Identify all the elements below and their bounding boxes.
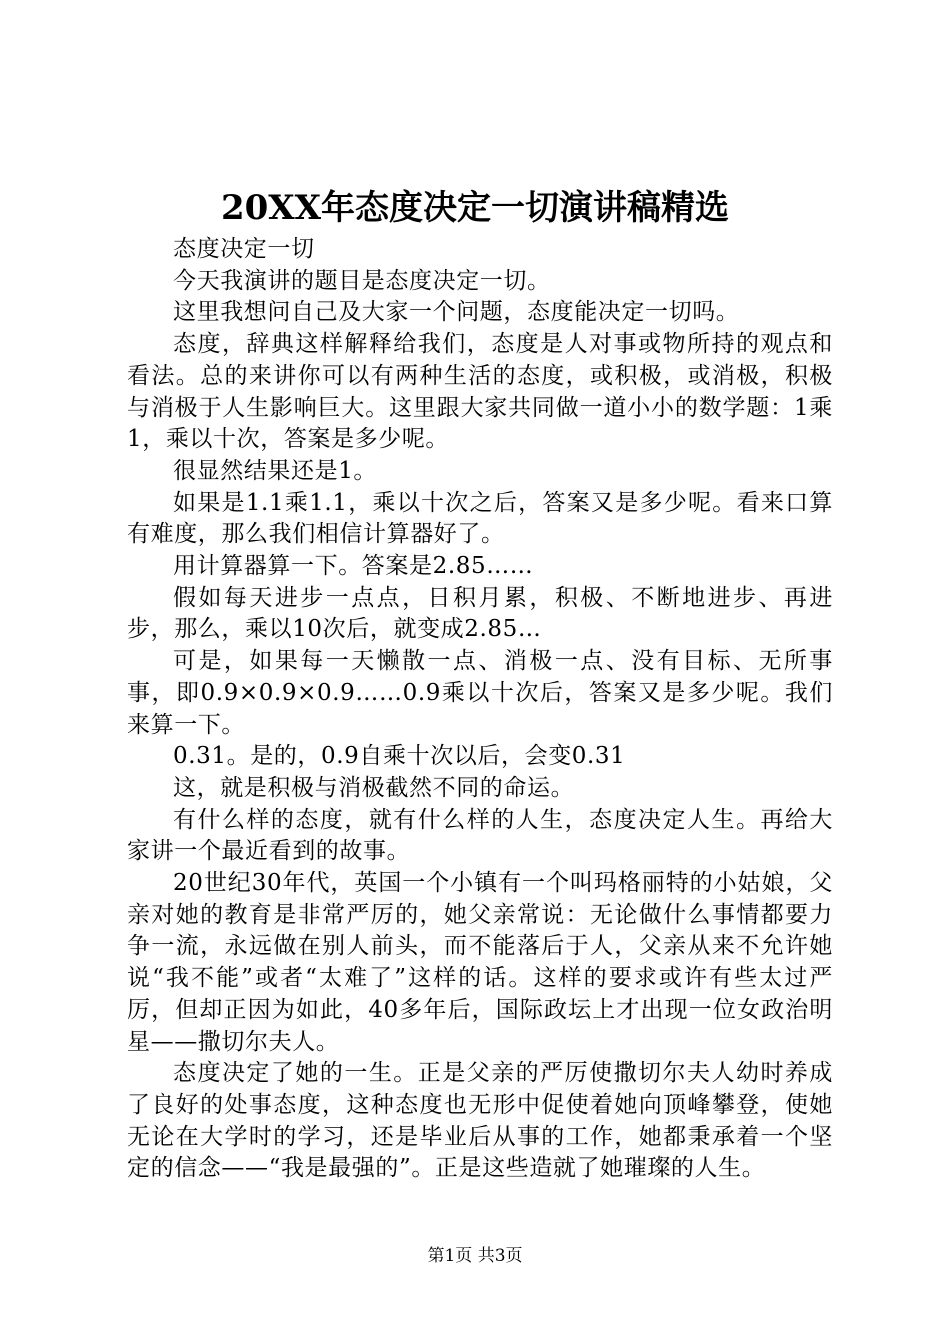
paragraph: 20世纪30年代，英国一个小镇有一个叫玛格丽特的小姑娘，父亲对她的教育是非常严厉的，她父亲常说：无论做什么事情都要力争一流，永远做在别人前头，而不能落后于人，父亲从来不允许她说“我不能”或者“太难了”这样的话。这样的要求或许有些太过严厉，但却正因为如此，40多年后，国际政坛上才出现一位女政治明星——撒切尔夫人。	[127, 870, 833, 1055]
paragraph: 今天我演讲的题目是态度决定一切。	[173, 267, 551, 294]
page-footer: 第1页 共3页	[427, 1246, 523, 1266]
paragraph: 很显然结果还是1。	[173, 457, 378, 484]
paragraph: 态度，辞典这样解释给我们，态度是人对事或物所持的观点和看法。总的来讲你可以有两种生活的态度，或积极，或消极，积极与消极于人生影响巨大。这里跟大家共同做一道小小的数学题：1乘1，乘以十次，答案是多少呢。	[127, 331, 833, 453]
paragraph: 态度决定了她的一生。正是父亲的严厉使撒切尔夫人幼时养成了良好的处事态度，这种态度也无形中促使着她向顶峰攀登，使她无论在大学时的学习，还是毕业后从事的工作，她都秉承着一个坚定的信念——“我是最强的”。正是这些造就了她璀璨的人生。	[127, 1060, 833, 1182]
document-title: 20XX年态度决定一切演讲稿精选	[220, 188, 730, 228]
paragraph: 用计算器算一下。答案是2.85……	[173, 553, 534, 580]
paragraph: 可是，如果每一天懒散一点、消极一点、没有目标、无所事事，即0.9×0.9×0.9……0.9乘以十次后，答案又是多少呢。我们来算一下。	[127, 648, 833, 738]
paragraph: 如果是1.1乘1.1，乘以十次之后，答案又是多少呢。看来口算有难度，那么我们相信计算器好了。	[127, 489, 833, 548]
document-body	[127, 234, 833, 1185]
paragraph: 0.31。是的，0.9自乘十次以后，会变0.31	[173, 743, 626, 770]
paragraph-heading: 态度决定一切	[173, 236, 315, 262]
paragraph: 假如每天进步一点点，日积月累，积极、不断地进步、再进步，那么，乘以10次后，就变成2.85…	[127, 584, 833, 643]
paragraph: 有什么样的态度，就有什么样的人生，态度决定人生。再给大家讲一个最近看到的故事。	[127, 806, 833, 865]
paragraph: 这，就是积极与消极截然不同的命运。	[173, 774, 575, 801]
paragraph: 这里我想问自己及大家一个问题，态度能决定一切吗。	[173, 299, 740, 326]
